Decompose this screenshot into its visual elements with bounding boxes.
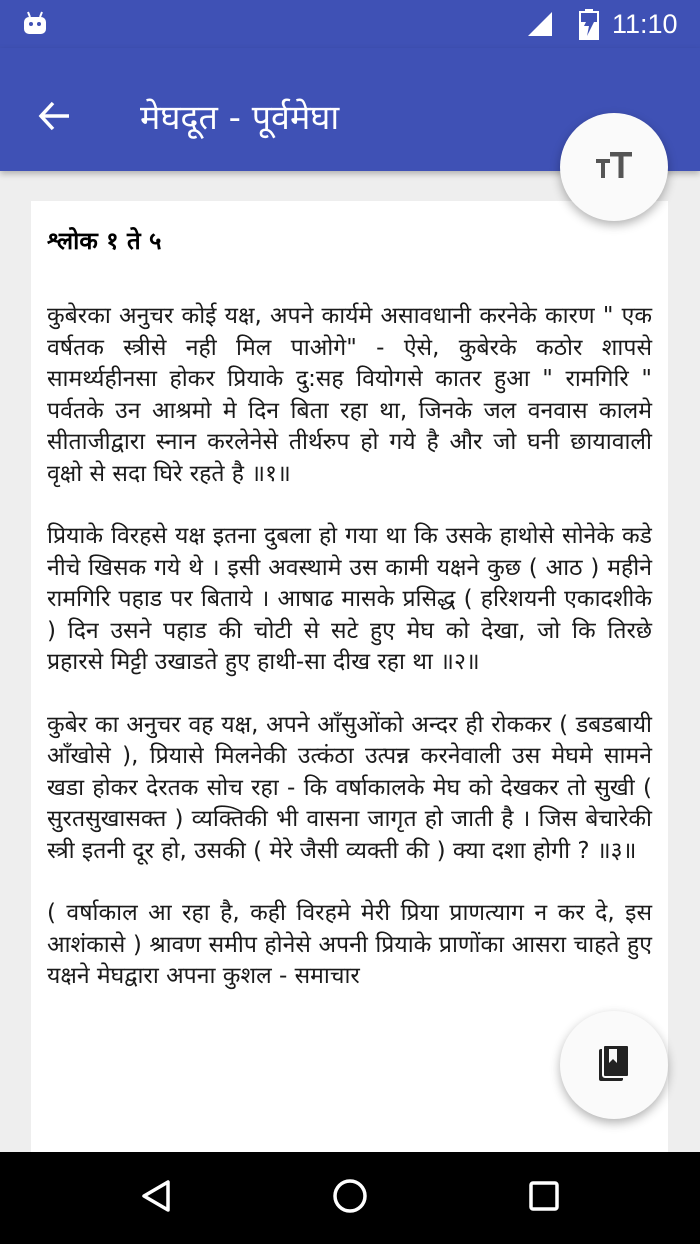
signal-icon xyxy=(526,10,554,38)
book-button[interactable] xyxy=(560,1011,668,1119)
battery-icon xyxy=(578,8,600,40)
status-bar xyxy=(0,0,700,48)
app-title: मेघदूत - पूर्वमेघा xyxy=(140,98,340,138)
content-card xyxy=(31,201,668,1161)
shloka-title: श्लोक १ ते ५ xyxy=(47,227,162,255)
book-icon xyxy=(597,1043,631,1087)
back-button[interactable] xyxy=(20,90,88,146)
text-size-button[interactable] xyxy=(560,113,668,221)
nav-back-icon xyxy=(136,1176,176,1220)
paragraph: कुबेरका अनुचर कोई यक्ष, अपने कार्यमे असावधानी करनेके कारण " एक वर्षतक स्त्रीसे नही मिल पाओगे" - ऐसे, कुबेरके कठोर शापसे सामर्थ्यहीनसा होकर प्रियाके दु:सह वियोगसे कातर हुआ " रामगिरि " पर्वतके उन आश्रमो मे दिन बिता रहा था, जिनके जल वनवास कालमे सीताजीद्वारा स्नान करलेनेसे तीर्थरुप हो गये है और जो घनी छायावाली वृक्षो से सदा घिरे रहते है ॥१॥ xyxy=(47,303,652,487)
text-size-icon xyxy=(594,150,634,184)
paragraph: कुबेर का अनुचर वह यक्ष, अपने आँसुओंको अन्दर ही रोककर ( डबडबायी आँखोसे ), प्रियासे मिलनेकी उत्कंठा उत्पन्न करनेवाली उस मेघमे सामने खडा होकर देरतक सोच रहा - कि वर्षाकालके मेघ को देखकर तो सुखी ( सुरतसुखासक्त ) व्यक्तिकी भी वासना जागृत हो जाती है । जिस बेचारेकी स्त्री इतनी दूर हो, उसकी ( मेरे जैसी व्यक्ती की ) क्या दशा होगी ? ॥३॥ xyxy=(47,711,652,864)
paragraph: प्रियाके विरहसे यक्ष इतना दुबला हो गया था कि उसके हाथोसे सोनेके कडे नीचे खिसक गये थे । इसी अवस्थामे उस कामी यक्षने कुछ ( आठ ) महीने रामगिरि पहाड पर बिताये । आषाढ मासके प्रसिद्ध ( हरिशयनी एकादशीके ) दिन उसने पहाड की चोटी से सटे हुए मेघ को देखा, जो कि तिरछे प्रहारसे मिट्टी उखाडते हुए हाथी-सा दीख रहा था ॥२॥ xyxy=(47,523,652,675)
nav-recent-button[interactable] xyxy=(514,1170,574,1226)
arrow-back-icon xyxy=(36,98,72,138)
android-icon xyxy=(22,10,48,36)
nav-back-button[interactable] xyxy=(126,1170,186,1226)
status-time: 11:10 xyxy=(612,9,678,39)
navigation-bar xyxy=(0,1152,700,1244)
nav-home-button[interactable] xyxy=(320,1170,380,1226)
nav-home-icon xyxy=(330,1176,370,1220)
paragraph: ( वर्षाकाल आ रहा है, कही विरहमे मेरी प्रिया प्राणत्याग न कर दे, इस आशंकासे ) श्रावण समीप होनेसे अपनी प्रियाके प्राणोंका आसरा चाहते हुए यक्षने मेघद्वारा अपना कुशल - समाचार xyxy=(47,900,652,989)
nav-recent-icon xyxy=(524,1176,564,1220)
